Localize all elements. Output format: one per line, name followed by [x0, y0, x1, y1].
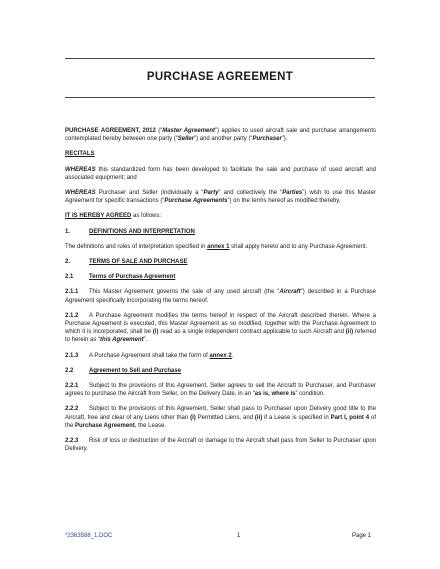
section-1-text: The definitions and rules of interpretation specified in annex 1 shall apply hereto and to any Purchase Agreement. — [65, 243, 368, 250]
clause-2-1-1: 2.1.1 This Master Agreement governs the sale of any used aircraft (the “Aircraft”) described in a Purchase Agreement specifically incorporating the terms hereof. — [65, 289, 376, 304]
clause-2-1-2: 2.1.2 A Purchase Agreement modifies the terms hereof in respect of the Aircraft described therein. Where a Purchase Agreement is executed, this Master Agreement as so modified, together with the Purchase Agreement to which it is incorporated, shall be (i) read as a single independent contract applicable to such Aircraft and (ii) referred to herein as “this Agreement”. — [65, 312, 376, 344]
clause-2-2-1: 2.2.1 Subject to the provisions of this Agreement, Seller agrees to sell the Aircraft to Purchaser, and Purchaser agrees to purchase the Aircraft from Seller, on the Delivery Date, in an “as is, where is” condition. — [65, 383, 376, 398]
clause-2-2-3: 2.2.3 Risk of loss or destruction of the Aircraft or damage to the Aircraft shall pass from Seller to Purchaser upon Delivery. — [65, 438, 376, 453]
intro-paragraph: PURCHASE AGREEMENT, 2012 (“Master Agreement”) applies to used aircraft sale and purchase arrangements contemplated hereby between one party (“Seller”) and another party (“Purchaser”). — [65, 128, 376, 143]
title-rule — [65, 97, 375, 98]
annex-2-reference: annex 2 — [209, 352, 232, 359]
annex-1-reference: annex 1 — [207, 243, 230, 250]
subsection-2-2-heading: 2.2 Agreement to Sell and Purchase — [65, 367, 182, 374]
top-rule — [65, 58, 375, 59]
footer-page-number: Page 1 — [352, 533, 372, 539]
recitals-heading: RECITALS — [65, 151, 95, 158]
document-title: PURCHASE AGREEMENT — [146, 71, 294, 83]
whereas-paragraph-1: WHEREAS this standardized form has been developed to facilitate the sale and purchase of used aircraft and associated equipment; and — [65, 166, 376, 181]
whereas-paragraph-2: WHEREAS Purchaser and Seller (individually a “Party” and collectively the “Parties”) wish to use this Master Agreement for specific transactions (“Purchase Agreements”) on the terms hereof as modified thereby. — [65, 190, 376, 205]
document-body — [65, 127, 376, 460]
intro-lead: PURCHASE AGREEMENT, 2012 — [65, 128, 156, 134]
subsection-2-1-heading: 2.1 Terms of Purchase Agreement — [65, 274, 176, 281]
section-1-heading: 1. DEFINITIONS AND INTERPRETATION — [65, 228, 195, 235]
footer-center-number: 1 — [237, 533, 241, 539]
agreed-paragraph: IT IS HEREBY AGREED as follows: — [65, 213, 162, 220]
clause-2-1-3: 2.1.3 A Purchase Agreement shall take the form of annex 2. — [65, 352, 234, 359]
clause-2-2-2: 2.2.2 Subject to the provisions of this Agreement, Seller shall pass to Purchaser upon Delivery good title to the Aircraft, free and clear of any Liens other than (i) Permitted Liens, and (ii) if a Lease is specified in Part I, point 4 of the Purchase Agreement, the Lease. — [65, 406, 376, 429]
section-2-heading: 2. TERMS OF SALE AND PURCHASE — [65, 259, 188, 266]
footer-doc-reference: *2363588_1.DOC — [65, 533, 113, 539]
